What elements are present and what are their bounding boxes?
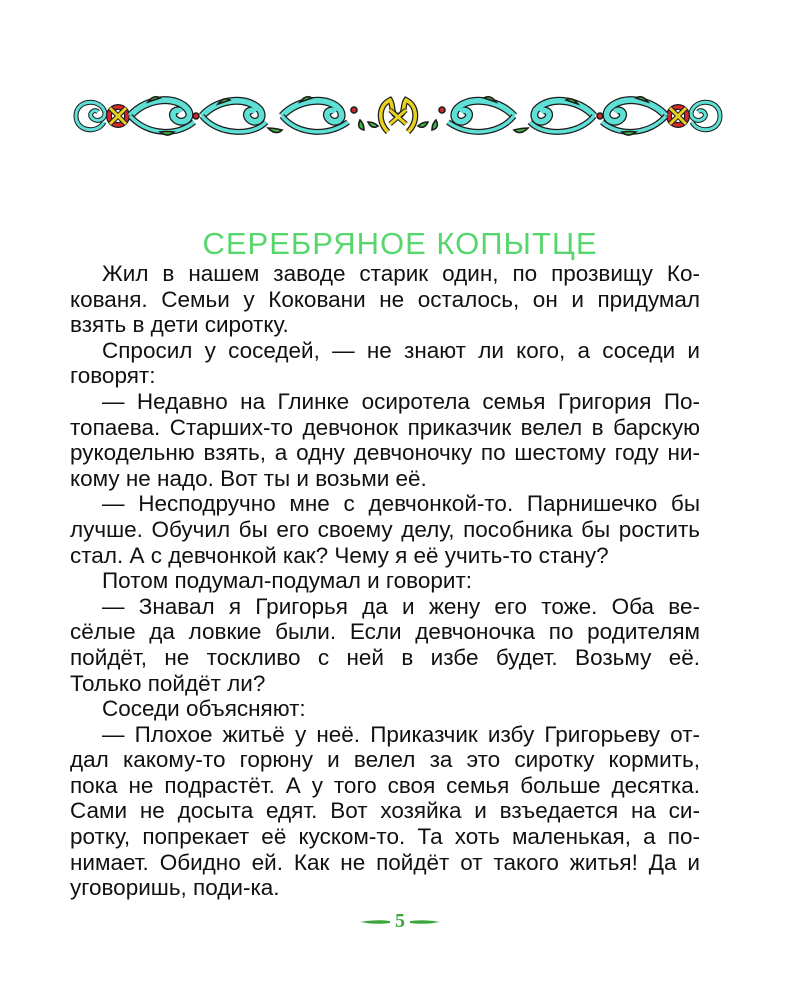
text-line: кованя. Семьи у Коковани не осталось, он и придумал (70, 286, 700, 312)
text-line: кому не надо. Вот ты и возьми её. (70, 465, 427, 491)
text-line: уговоришь, поди-ка. (70, 875, 280, 901)
text-line: стал. А с девчонкой как? Чему я её учить-то стану? (70, 542, 609, 568)
text-line: взять в дети сиротку. (70, 312, 289, 338)
text-line: дал какому-то горюну и велел за это сиротку кормить, (70, 747, 700, 773)
text-line: Сами не досыта едят. Вот хозяйка и взъедается на си- (70, 798, 700, 824)
text-line: говорят: (70, 363, 156, 389)
text-line: Жил в нашем заводе старик один, по прозвищу Ко- (102, 261, 700, 286)
page-dash-left-icon (360, 918, 390, 926)
paragraph (70, 696, 700, 722)
text-line: лучше. Обучил бы его своему делу, пособника бы ростить (70, 516, 700, 542)
story-body (70, 261, 700, 901)
text-line: — Плохое житьё у неё. Приказчик избу Григорьеву от- (102, 721, 700, 747)
text-line: Спросил у соседей, — не знают ли кого, а соседи и (102, 337, 700, 363)
ornament-band (68, 92, 730, 140)
text-line: рукодельню взять, а одну девчоночку по шестому году ни- (70, 440, 700, 466)
text-line: топаева. Старших-то девчонок приказчик велел в барскую (70, 414, 700, 440)
text-line: Только пойдёт ли? (70, 670, 266, 696)
page-dash-right-icon (410, 918, 440, 926)
paragraph (70, 338, 700, 389)
text-line: пока не подрастёт. А у того своя семья больше десятка. (70, 772, 700, 798)
text-line: — Знавал я Григорья да и жену его тоже. Оба ве- (102, 593, 700, 619)
page-number-value: 5 (395, 910, 405, 932)
paragraph (70, 594, 700, 696)
text-line: — Недавно на Глинке осиротела семья Григория По- (102, 388, 700, 414)
paragraph (70, 389, 700, 491)
page-number (0, 910, 800, 933)
story-title: СЕРЕБРЯНОЕ КОПЫТЦЕ (202, 225, 598, 261)
text-line: — Несподручно мне с девчонкой-то. Парнишечко бы (102, 491, 700, 517)
paragraph (70, 491, 700, 568)
paragraph (70, 568, 700, 594)
text-line: пойдёт, не тоскливо с ней в избе будет. Возьму её. (70, 644, 700, 670)
paragraph (70, 722, 700, 901)
text-line: Соседи объясняют: (102, 696, 306, 722)
text-line: ротку, попрекает её куском-то. Та хоть маленькая, а по- (70, 824, 700, 850)
text-line: нимает. Обидно ей. Как не пойдёт от такого житья! Да и (70, 849, 700, 875)
text-line: Потом подумал-подумал и говорит: (102, 568, 472, 594)
text-line: сёлые да ловкие были. Если девчоночка по родителям (70, 619, 700, 645)
paragraph (70, 261, 700, 338)
